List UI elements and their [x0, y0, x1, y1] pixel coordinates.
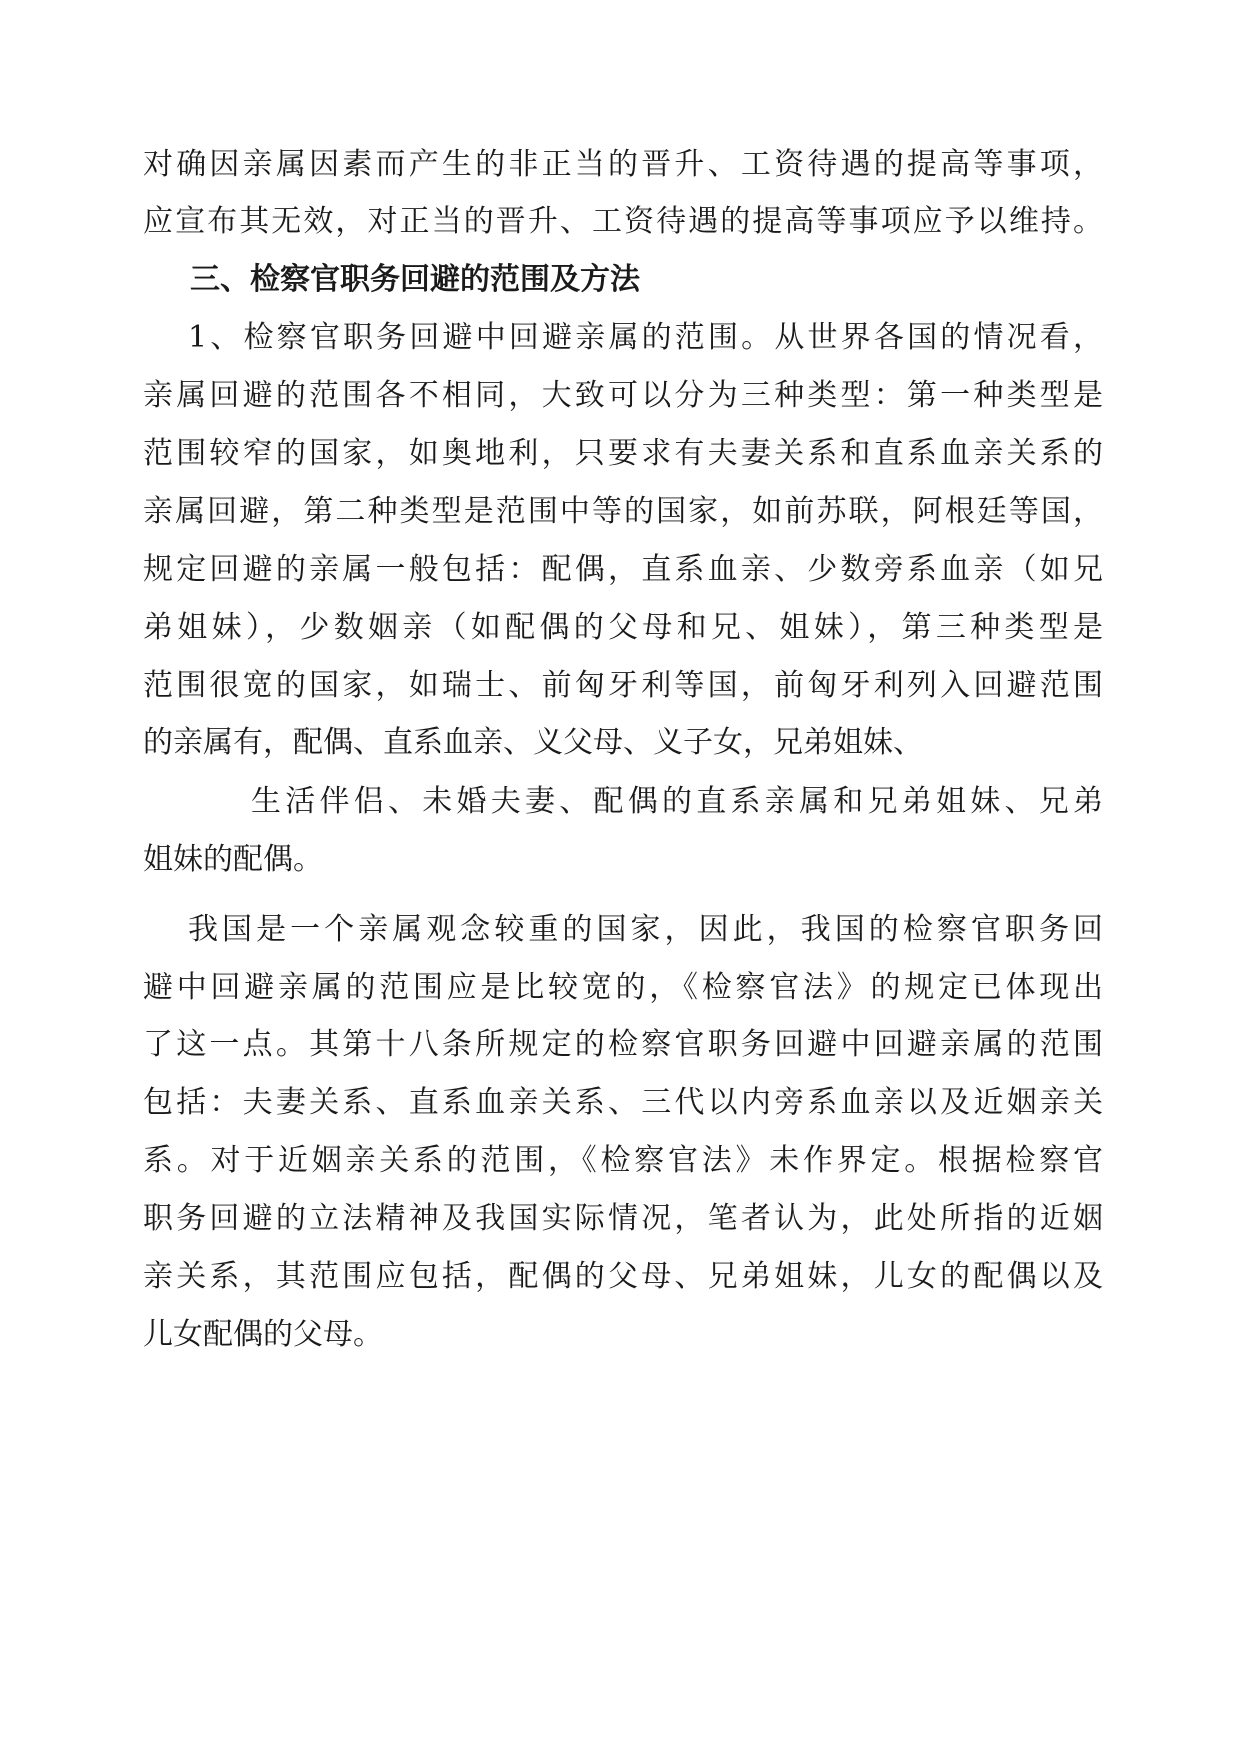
body-line: 的亲属有，配偶、直系血亲、义父母、义子女，兄弟姐妹、: [143, 725, 923, 760]
body-line: 避中回避亲属的范围应是比较宽的，《检察官法》的规定已体现出: [143, 970, 1103, 1005]
body-line: 对确因亲属因素而产生的非正当的晋升、工资待遇的提高等事项，: [143, 147, 1103, 182]
body-line: 范围很宽的国家，如瑞士、前匈牙利等国，前匈牙利列入回避范围: [143, 668, 1103, 703]
body-line: 应宣布其无效，对正当的晋升、工资待遇的提高等事项应予以维持。: [143, 204, 1103, 239]
body-line: 弟姐妹），少数姻亲（如配偶的父母和兄、姐妹），第三种类型是: [143, 610, 1103, 645]
body-line: 规定回避的亲属一般包括：配偶，直系血亲、少数旁系血亲（如兄: [143, 552, 1103, 587]
body-line: 生活伴侣、未婚夫妻、配偶的直系亲属和兄弟姐妹、兄弟: [251, 784, 1103, 819]
body-line: 亲属回避的范围各不相同，大致可以分为三种类型：第一种类型是: [143, 378, 1103, 413]
body-line: 范围较窄的国家，如奥地利，只要求有夫妻关系和直系血亲关系的: [143, 436, 1103, 471]
body-line: 了这一点。其第十八条所规定的检察官职务回避中回避亲属的范围: [143, 1027, 1103, 1062]
paragraph-start-line: 1、检察官职务回避中回避亲属的范围。从世界各国的情况看，: [188, 320, 1103, 355]
body-line: 包括：夫妻关系、直系血亲关系、三代以内旁系血亲以及近姻亲关: [143, 1085, 1103, 1120]
body-line: 系。对于近姻亲关系的范围，《检察官法》未作界定。根据检察官: [143, 1143, 1103, 1178]
body-line: 亲关系，其范围应包括，配偶的父母、兄弟姐妹，儿女的配偶以及: [143, 1259, 1103, 1294]
section-heading: 三、检察官职务回避的范围及方法: [190, 262, 640, 297]
body-line: 职务回避的立法精神及我国实际情况，笔者认为，此处所指的近姻: [143, 1201, 1103, 1236]
body-line: 儿女配偶的父母。: [143, 1317, 383, 1352]
body-line: 亲属回避，第二种类型是范围中等的国家，如前苏联，阿根廷等国，: [143, 494, 1103, 529]
body-line: 姐妹的配偶。: [143, 842, 323, 877]
paragraph-start-line: 我国是一个亲属观念较重的国家，因此，我国的检察官职务回: [188, 912, 1103, 947]
